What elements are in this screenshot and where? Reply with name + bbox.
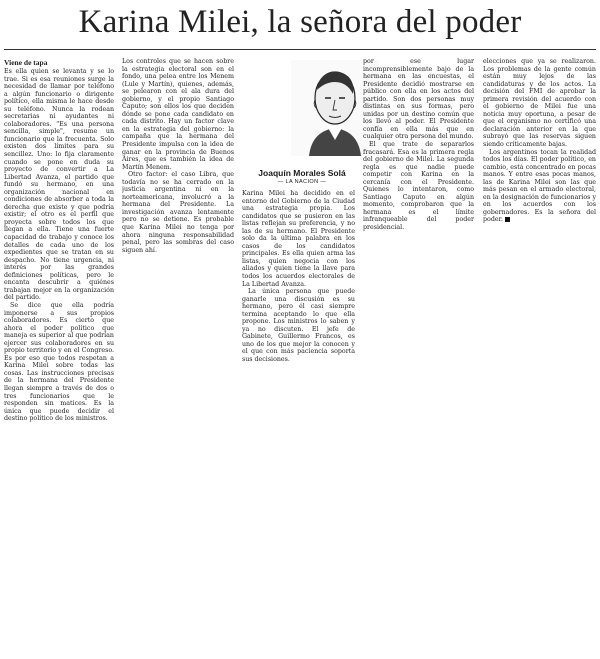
headline-rule: [4, 49, 596, 50]
paragraph: La única persona que puede ganarle una discusión es su hermano, pero él casi siempre termina aceptando lo que ella propone. Los ministros lo saben y ya no discuten. El jefe de Gabinete, Guillermo Francos, es uno de los que mejor la conocen y el que con más paciencia soporta sus decisiones.: [242, 288, 355, 364]
paragraph: Se dice que ella podría imponerse a sus propios colaboradores. Es cierto que ahora el poder político que maneja es superior al que podrían ejercer sus colaboradores en su propio territorio y en el Congreso. Es por eso que todos respetan a Karina Milei sobre todas las cosas. Las instrucciones precisas de la hermana del Presidente llegan siempre a través de dos o tres funcionarios que le responden sin matices. Es la única que puede decidir el destino político de los ministros.: [4, 301, 114, 423]
paragraph: por ese lugar incomprensiblemente bajo de la hermana en las encuestas, el Presidente decidió mostrarse en público con ella en los actos del partido. Son dos personas muy distintas en sus formas, pero unidas por un destino común que los llevó al poder. El Presidente confía en ella más que en cualquier otra persona del mundo.: [363, 58, 474, 141]
column-2: [122, 58, 234, 654]
column-1: [4, 58, 114, 654]
paragraph: elecciones que ya se realizaron. Los problemas de la gente común están muy lejos de las candidaturas y de los actos. La decisión del FMI de aprobar la primera revisión del acuerdo con el gobierno de Milei fue una noticia muy oportuna, a pesar de que el organismo no certificó una declaración anterior en la que subrayó que las reservas siguen siendo críticamente bajas.: [483, 58, 596, 149]
paragraph: Los controles que se hacen sobre la estrategia electoral son en el fondo, una pelea entre los Menem (Lule y Martín), quienes, además, se pelearon con el ala dura del gobierno, y el propio Santiago Caputo; son ellos los que deciden dónde se pone cada candidato en cada distrito. Hay un factor clave en la estrategia del gobierno: la campaña que la hermana del Presidente impulsa con la idea de ganar en la provincia de Buenos Aires, que es también la idea de Martín Menem.: [122, 58, 234, 171]
column-4: [363, 58, 474, 654]
paragraph-text: Los argentinos tocan la realidad todos los días. El poder político, en cambio, está concentrado en pocas manos. Y entre esas pocas manos, las de Karina Milei son las que más pesan en el armado electoral, en la designación de funcionarios y en los acuerdos con los gobernadores. Es la señora del poder.: [483, 148, 596, 224]
paragraph: Otro factor: el caso Libra, que todavía no se ha cerrado en la justicia argentina ni en la norteamericana, involucró a la hermana del Presidente. La investigación avanza lentamente pero no se detiene. Es probable que Karina Milei no tenga por ahora ninguna responsabilidad penal, pero las sombras del caso siguen ahí.: [122, 171, 234, 254]
paragraph: [483, 149, 596, 224]
author-name: Joaquín Morales Solá: [258, 168, 346, 178]
paragraph: Es ella quien se levanta y se lo trae. Si es esa reuniones surge la necesidad de llamar por teléfono a algún funcionario o dirigente político, ella misma le hace desde su teléfono. Nunca la rodean secretarias ni ayudantes ni colaboradores. "Es una persona sencilla, simple", resume un funcionario que la frecuenta. Solo existen dos límites para su sencillez. Uno: lo fija claramente cuando se pone en duda su proyecto de convertir a La Libertad Avanza, el partido que fundó su hermano, en una organización nacional en condiciones de absorber a toda la derecha que existe y que podría existir; el otro es el perfil que proyecta sobre todos los que llegan a ella. Tiene una fuerte capacidad de trabajo y conoce los detalles de cada uno de los expedientes que se tratan en su despacho. No tiene urgencia, ni interés por las grandes definiciones políticas, pero le encanta descubrir a quiénes trabajan mejor en la organización del partido.: [4, 68, 114, 302]
author-source: — LA NACION —: [277, 179, 327, 185]
column-5: [483, 58, 596, 654]
paragraph: El que trate de separarlos fracasará. Esa es la primera regla del gobierno de Milei. La segunda regla es que nadie puede competir con Karina en la cercanía con el Presidente. Quienes lo intentaron, como Santiago Caputo en algún momento, comprobaron que la hermana es el límite infranqueable del poder presidencial.: [363, 141, 474, 232]
headline: Karina Milei, la señora del poder: [78, 4, 522, 40]
paragraph: Karina Milei ha decidido en el entorno del Gobierno de la Ciudad una estrategia propia. Los candidatos que se pusieron en las listas reflejan su preferencia, y no las de su hermano. El Presidente solo da la última palabra en los casos de los candidatos principales. Es ella quien arma las listas, quien negocia con los aliados y quien tiene la llave para todos los acuerdos electorales de La Libertad Avanza.: [242, 190, 355, 288]
subhead: Viene de tapa: [4, 58, 48, 67]
column-3: [242, 190, 355, 654]
end-of-article-mark: [505, 217, 510, 222]
